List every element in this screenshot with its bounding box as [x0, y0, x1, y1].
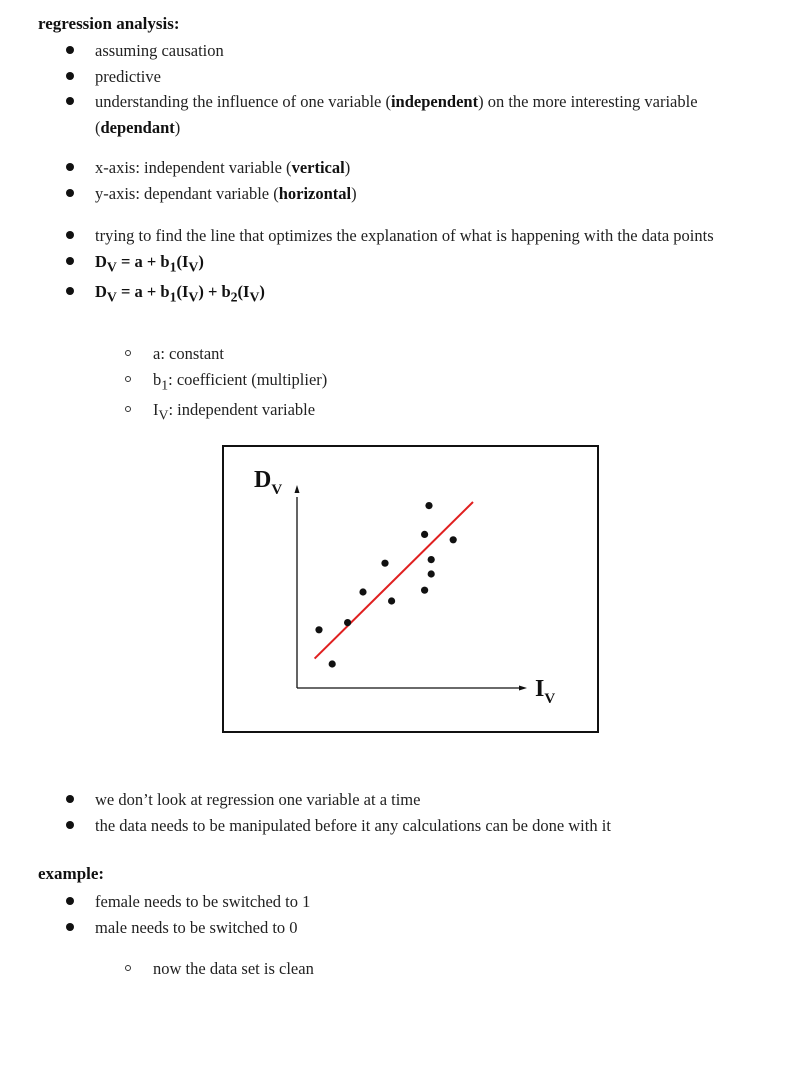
- data-point: [428, 556, 435, 563]
- bullet-list-1: [0, 38, 775, 140]
- bullet-list-example: [0, 889, 775, 940]
- data-point: [388, 597, 395, 604]
- data-point: [329, 660, 336, 667]
- scatter-chart: [224, 447, 597, 731]
- list-item: female needs to be switched to 1: [0, 889, 775, 915]
- sub-list-clean: [0, 956, 314, 982]
- y-axis-label: $D_V$: [254, 467, 283, 498]
- list-item: assuming causation: [0, 38, 775, 64]
- def-coefficient: $b_1$: coefficient (multiplier): [0, 367, 327, 398]
- formula-1: $D_V = a + b_1(I_V)$: [0, 249, 775, 280]
- list-item: y-axis: dependant variable (horizontal): [0, 181, 775, 207]
- data-point: [359, 588, 366, 595]
- list-item: the data needs to be manipulated before it any calculations can be done with it: [0, 813, 775, 839]
- heading-regression-analysis: regression analysis:: [38, 14, 180, 33]
- def-constant: a: constant: [0, 341, 327, 367]
- data-point: [428, 570, 435, 577]
- list-item: we don’t look at regression one variable at a time: [0, 787, 775, 813]
- heading-example: example:: [38, 864, 105, 883]
- list-item: now the data set is clean: [0, 956, 314, 982]
- x-axis-label: $I_V$: [535, 676, 556, 707]
- data-point: [421, 587, 428, 594]
- data-point: [344, 619, 351, 626]
- list-item: predictive: [0, 64, 775, 90]
- list-item: trying to find the line that optimizes the explanation of what is happening with the data points: [0, 223, 775, 249]
- data-point: [421, 531, 428, 538]
- x-axis-arrow: [519, 686, 527, 691]
- list-item: male needs to be switched to 0: [0, 915, 775, 941]
- y-axis-arrow: [295, 485, 300, 493]
- data-point: [425, 502, 432, 509]
- data-point: [381, 560, 388, 567]
- list-item: x-axis: independent variable (vertical): [0, 155, 775, 181]
- list-item: understanding the influence of one variable (independent) on the more interesting variable (dependant): [0, 89, 775, 140]
- regression-line: [315, 502, 473, 659]
- data-point: [315, 626, 322, 633]
- scatter-figure: [222, 445, 599, 733]
- def-independent: $I_V$: independent variable: [0, 397, 327, 428]
- bullet-list-2: [0, 787, 775, 838]
- definition-list: [0, 341, 327, 428]
- bullet-list-formulas: [0, 223, 775, 310]
- formula-2: $D_V = a + b_1(I_V) + b_2(I_V)$: [0, 279, 775, 310]
- data-point: [450, 536, 457, 543]
- bullet-list-axes: [0, 155, 775, 206]
